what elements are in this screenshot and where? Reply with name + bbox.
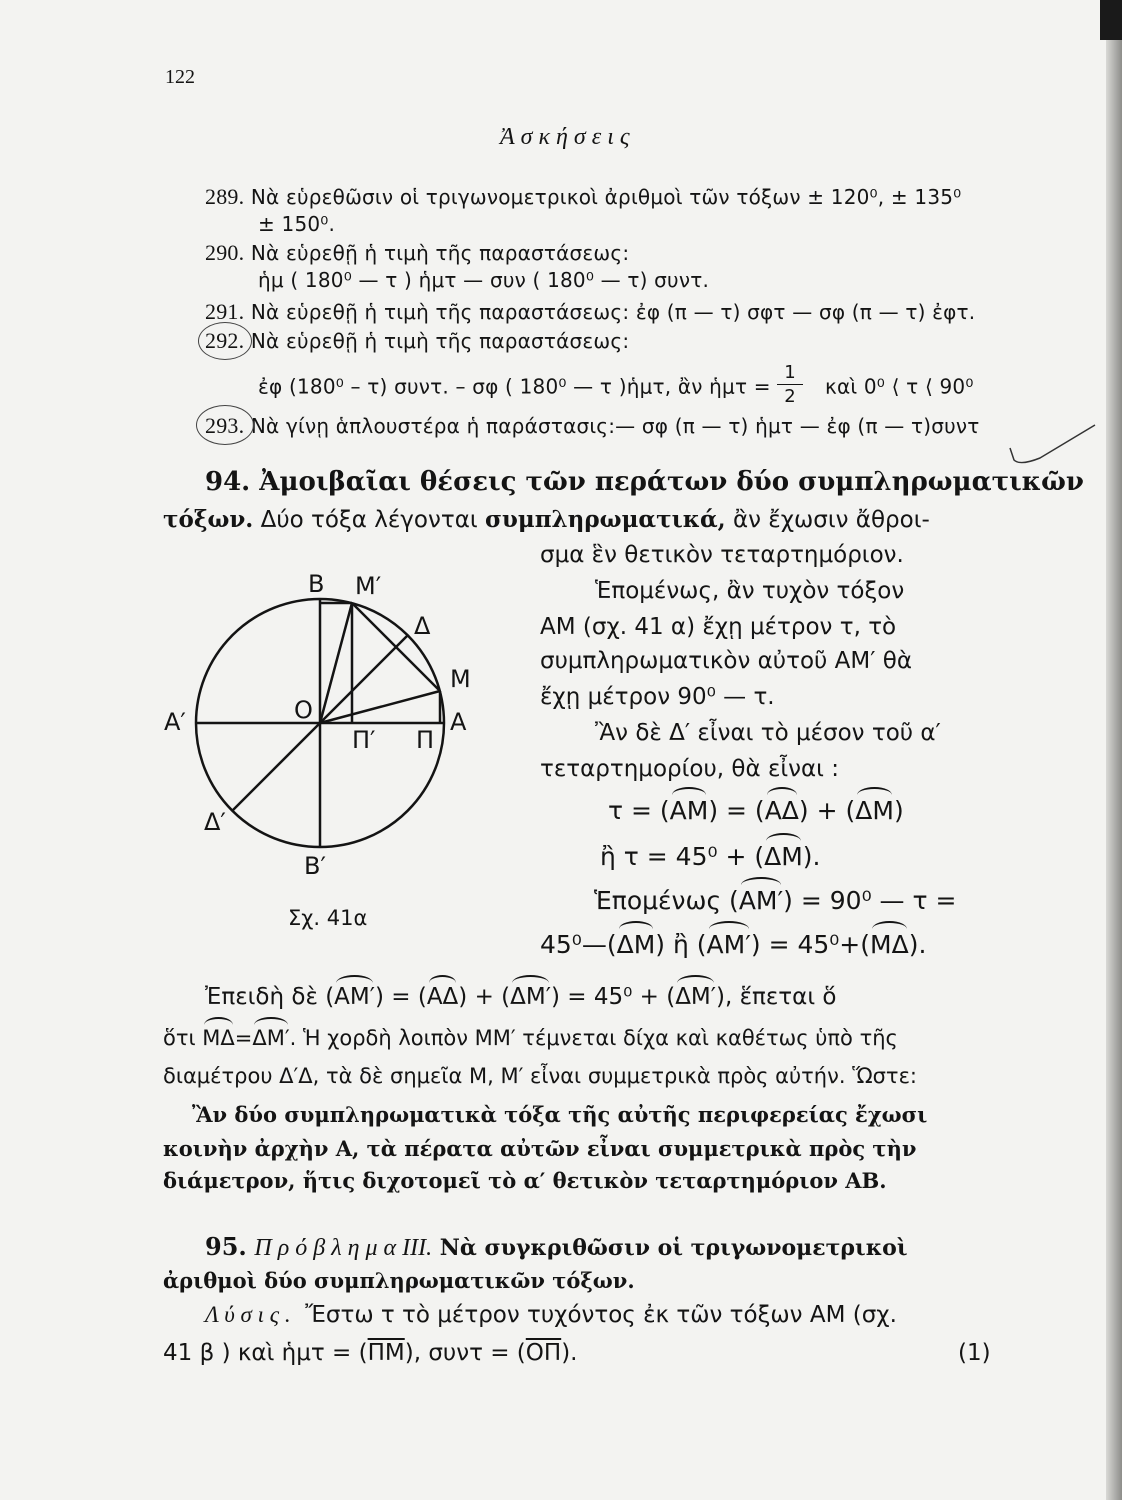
label-D: Δ (414, 612, 431, 640)
section-94-line1: τόξων. Δύο τόξα λέγονται συμπληρωματικά, ἂν ἔχωσιν ἄθροι- (163, 506, 930, 533)
exercise-290: 290. Νὰ εὑρεθῇ ἡ τιμὴ τῆς παραστάσεως: (205, 240, 630, 265)
section-94-title: 94. Ἀμοιβαῖαι θέσεις τῶν περάτων δύο συμπληρωματικῶν (205, 467, 1084, 497)
theorem-line3: διάμετρον, ἥτις διχοτομεῖ τὸ α′ θετικὸν τεταρτημόριον ΑΒ. (163, 1168, 887, 1193)
label-D-prime: Δ′ (204, 808, 226, 836)
label-O: Ο (294, 696, 313, 724)
section-94-line2: σμα ἓν θετικὸν τεταρτημόριον. (540, 542, 904, 568)
section-94-line7: Ἂν δὲ Δ′ εἶναι τὸ μέσον τοῦ α′ (595, 720, 941, 746)
label-A: Α (450, 708, 467, 736)
theorem-line1: Ἂν δύο συμπληρωματικὰ τόξα τῆς αὐτῆς περιφερείας ἔχωσι (192, 1102, 928, 1127)
exercise-291: 291. Νὰ εὑρεθῇ ἡ τιμὴ τῆς παραστάσεως: ἐφ (π — τ) σφτ — σφ (π — τ) ἐφτ. (205, 299, 976, 324)
figure-caption: Σχ. 41α (288, 906, 368, 930)
label-M: Μ (450, 665, 471, 693)
section-95-definitions: 41 β ) καὶ ἡμτ = $(\overline{\Pi M})$, $\sigma\upsilon\nu\tau = (\overline{O\Pi})$. (163, 1340, 578, 1366)
exercise-289-cont: ± 150⁰. (258, 212, 336, 236)
pen-checkmark-mark (1000, 410, 1100, 470)
equation-number-1: (1) (958, 1340, 991, 1366)
paragraph-chord: ὅτι ΜΔ=ΔΜ′. Ἡ χορδὴ λοιπὸν ΜΜ′ τέμνεται δίχα καὶ καθέτως ὑπὸ τῆς (163, 1026, 898, 1050)
section-94-line4: ΑΜ (σχ. 41 α) ἔχῃ μέτρον τ, τὸ (540, 614, 897, 640)
label-P-prime: Π′ (352, 726, 376, 754)
radius-om-prime (320, 603, 352, 723)
section-95-title-cont: ἀριθμοὶ δύο συμπληρωματικῶν τόξων. (163, 1268, 635, 1293)
label-A-prime: Α′ (164, 708, 186, 736)
equation-tau: τ = (ΑΜ) = (ΑΔ) + (ΔΜ) (608, 796, 904, 825)
exercise-292-expr: ἐφ (180⁰ – τ) συντ. – σφ ( 180⁰ — τ )ἡμτ, ἂν ἡμτ = $\frac{1}{2}$ καὶ 0⁰ ⟨ τ ⟨ 90⁰ (258, 362, 974, 407)
figure-41a (164, 560, 500, 904)
paragraph-since: Ἐπειδὴ δὲ (ΑΜ′) = (ΑΔ) + (ΔΜ′) = 45⁰ + (ΔΜ′), ἕπεται ὅ (205, 984, 837, 1010)
page-header: Ἀ σ κ ή σ ε ι ς (500, 124, 630, 150)
fraction-one-half: $\frac{1}{2}$ (777, 368, 805, 408)
pen-circle-293 (196, 405, 254, 445)
paragraph-diameter: διαμέτρου Δ′Δ, τὰ δὲ σημεῖα Μ, Μ′ εἶναι συμμετρικὰ πρὸς αὐτήν. Ὥστε: (163, 1064, 917, 1088)
label-B: Β (308, 570, 325, 598)
label-P: Π (416, 726, 435, 754)
section-95-solution: Λ ύ σ ι ς . Ἔστω τ τὸ μέτρον τυχόντος ἐκ τῶν τόξων ΑΜ (σχ. (205, 1302, 897, 1328)
section-94-line8: τεταρτημορίου, θὰ εἶναι : (540, 756, 840, 782)
page-number: 122 (165, 66, 195, 88)
pen-circle-292 (198, 322, 252, 360)
section-94-line6: ἔχῃ μέτρον 90⁰ — τ. (540, 684, 775, 710)
label-M-prime: Μ′ (355, 572, 382, 600)
scan-edge (1106, 0, 1122, 1500)
section-94-line5: συμπληρωματικὸν αὐτοῦ ΑΜ′ θὰ (540, 648, 912, 674)
exercise-292: 292. Νὰ εὑρεθῇ ἡ τιμὴ τῆς παραστάσεως: (205, 328, 630, 353)
scan-corner (1100, 0, 1122, 40)
label-B-prime: Β′ (304, 852, 326, 880)
radius-om (320, 691, 440, 723)
section-94-line3: Ἑπομένως, ἂν τυχὸν τόξον (595, 578, 905, 604)
equation-45: 45⁰—(ΔΜ) ἢ (ΑΜ′) = 45⁰+(ΜΔ). (540, 930, 927, 959)
theorem-line2: κοινὴν ἀρχὴν Α, τὰ πέρατα αὐτῶν εἶναι συμμετρικὰ πρὸς τὴν (163, 1136, 917, 1161)
exercise-289: 289. Νὰ εὑρεθῶσιν οἱ τριγωνομετρικοὶ ἀριθμοὶ τῶν τόξων ± 120⁰, ± 135⁰ (205, 184, 962, 209)
exercise-293: 293. Νὰ γίνῃ ἁπλουστέρα ἡ παράστασις:— σφ (π — τ) ἡμτ — ἐφ (π — τ)συντ (205, 413, 980, 438)
exercise-290-expr: ἡμ ( 180⁰ — τ ) ἡμτ — συν ( 180⁰ — τ) συντ. (258, 268, 710, 292)
equation-am-prime: Ἑπομένως (ΑΜ′) = 90⁰ — τ = (594, 886, 957, 915)
section-95-title: 95. Π ρ ό β λ η μ α III. Νὰ συγκριθῶσιν οἱ τριγωνομετρικοὶ (205, 1232, 908, 1261)
equation-tau-45: ἢ τ = 45⁰ + (ΔΜ). (600, 842, 821, 871)
